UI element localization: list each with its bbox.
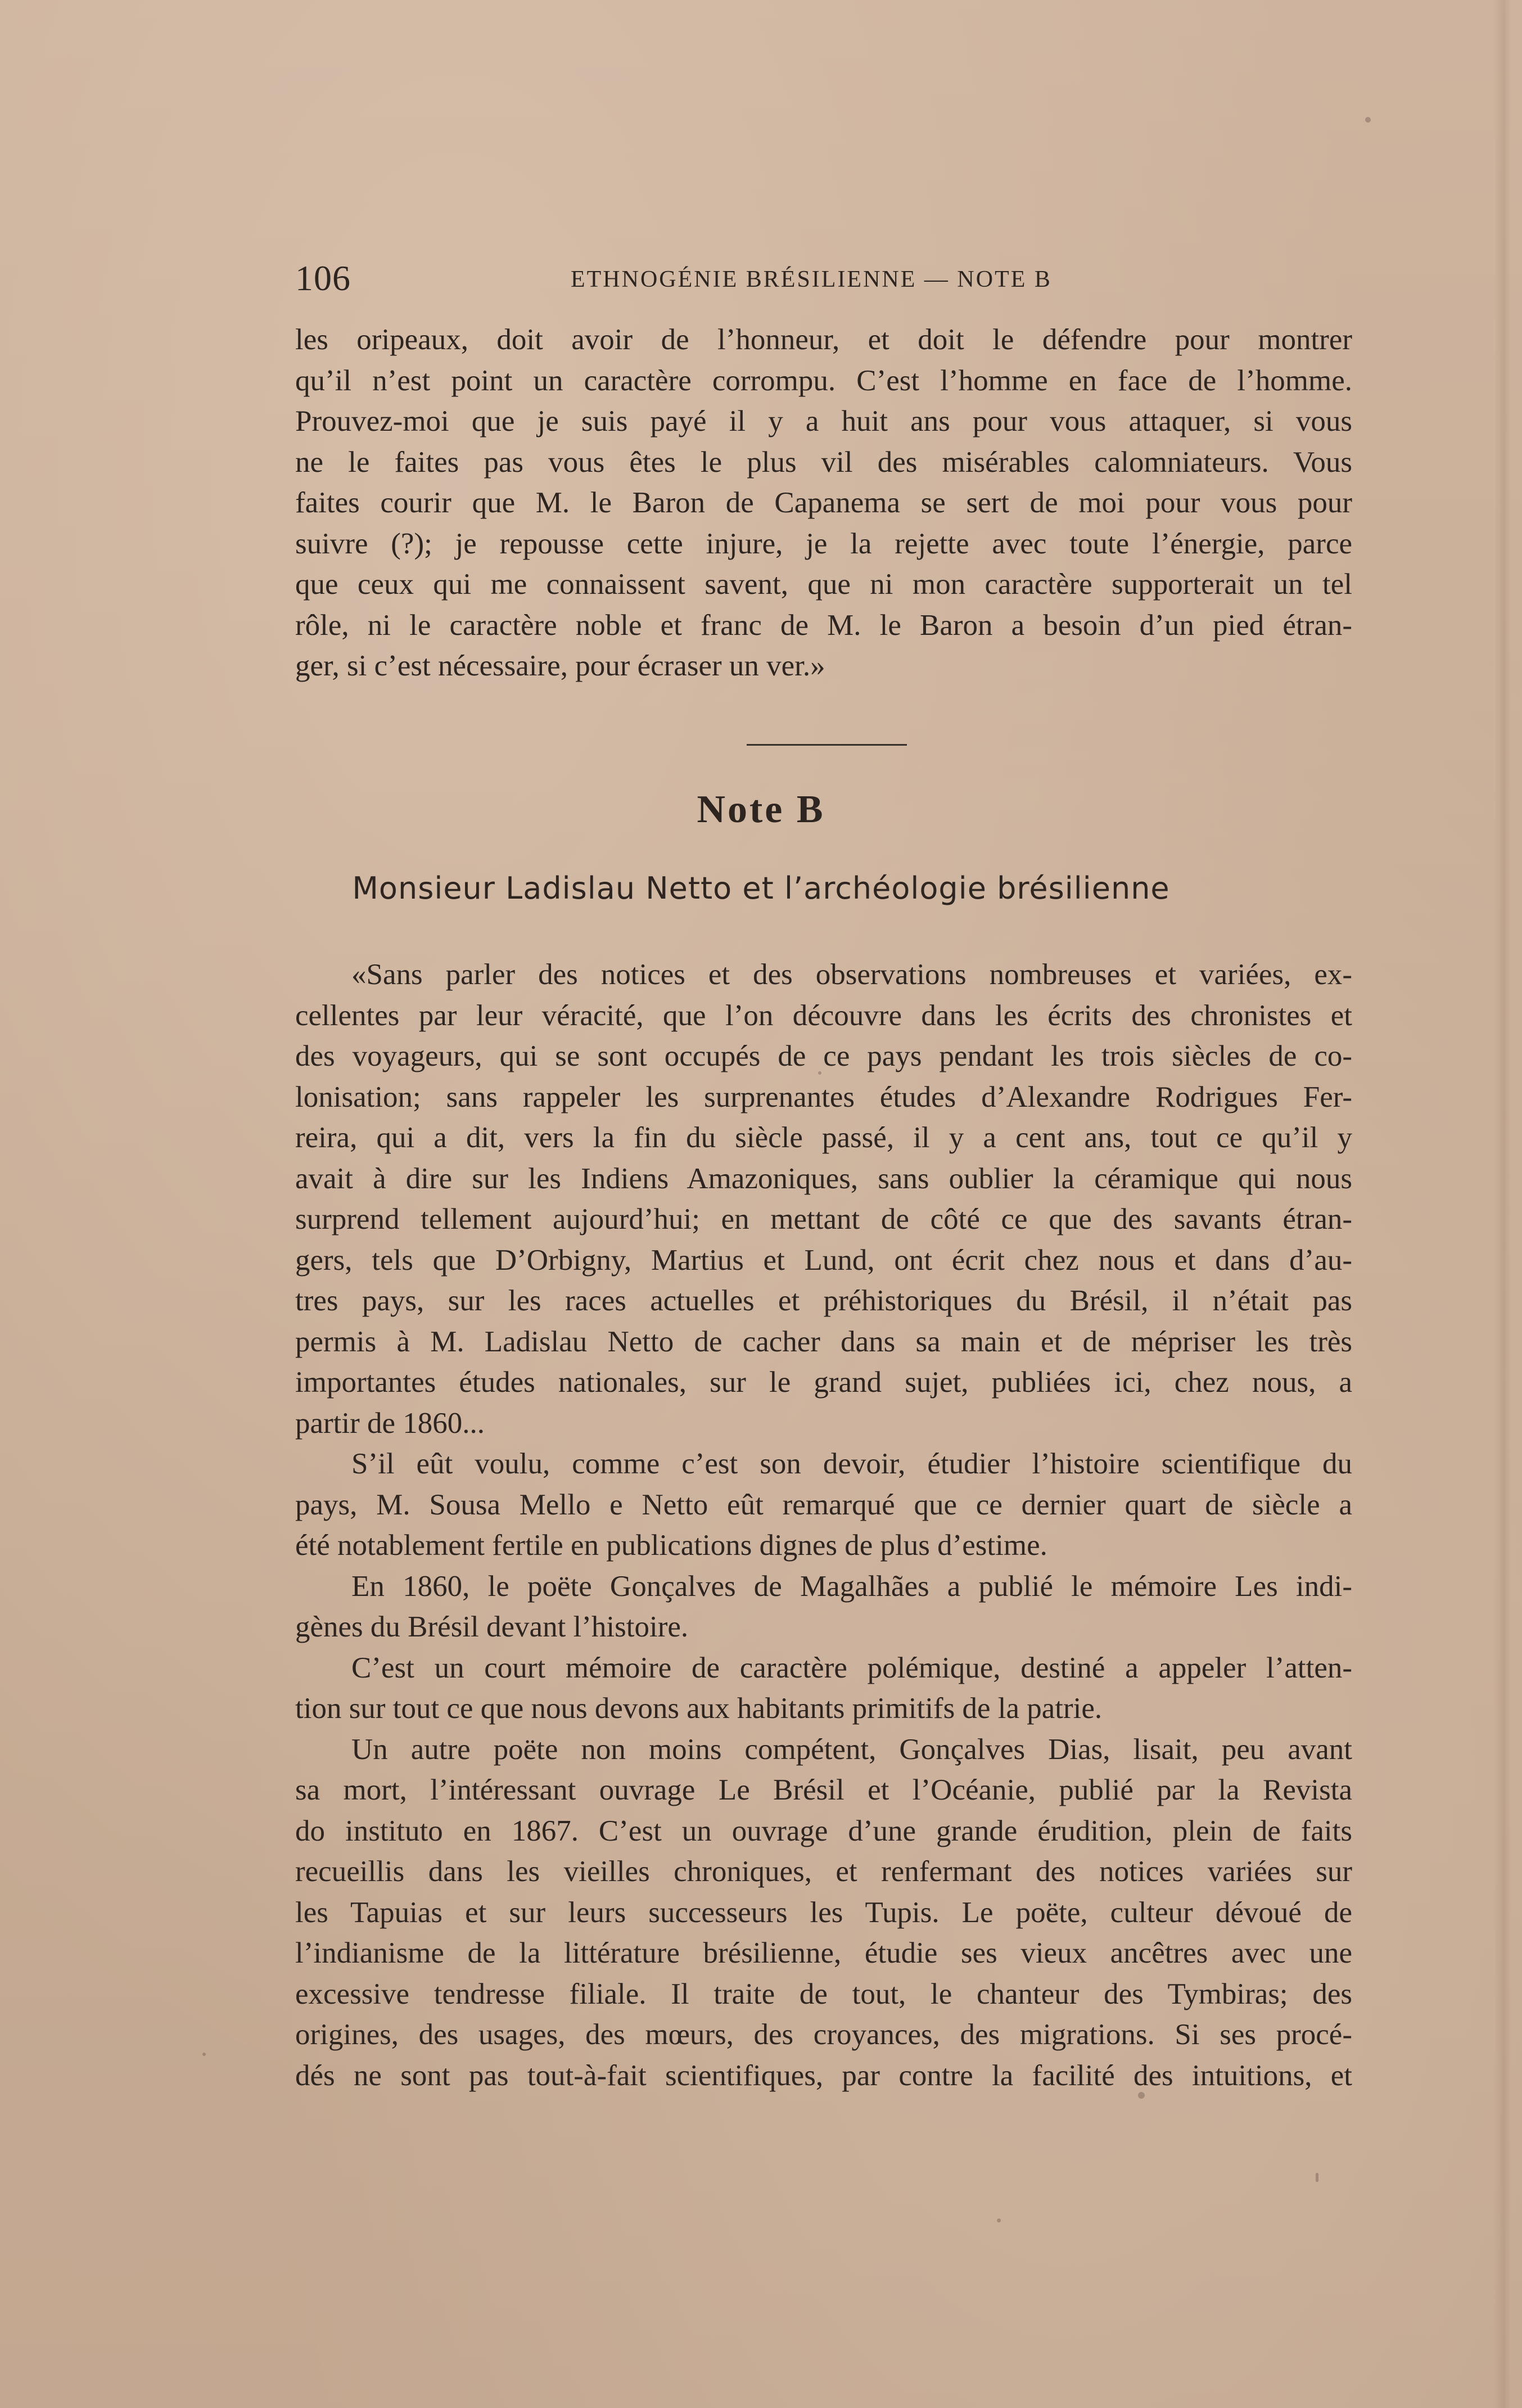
text-line: lonisation; sans rappeler les surprenantes études d’Alexandre Rodrigues Fer- [295,1080,1352,1113]
running-head: ETHNOGÉNIE BRÉSILIENNE — NOTE B [571,267,1052,292]
text-line: dés ne sont pas tout-à-fait scientifiques, par contre la facilité des intuitions, et [295,2059,1352,2092]
text-line: S’il eût voulu, comme c’est son devoir, étudier l’histoire scientifique du [351,1447,1352,1480]
text-line: reira, qui a dit, vers la fin du siècle passé, il y a cent ans, tout ce qu’il y [295,1121,1352,1154]
text-line: qu’il n’est point un caractère corrompu. C’est l’homme en face de l’homme. [295,364,1352,397]
note-body [295,954,1352,2096]
text-line: faites courir que M. le Baron de Capanema se sert de moi pour vous pour [295,486,1352,519]
note-heading: Note B [697,788,825,831]
text-line: Un autre poëte non moins compétent, Gonçalves Dias, lisait, peu avant [351,1733,1352,1766]
text-line: des voyageurs, qui se sont occupés de ce pays pendant les trois siècles de co- [295,1040,1352,1072]
text-line: sa mort, l’intéressant ouvrage Le Brésil et l’Océanie, publié par la Revista [295,1774,1352,1806]
text-line: ger, si c’est nécessaire, pour écraser un ver.» [295,650,825,682]
page-number: 106 [295,258,351,298]
text-line: permis à M. Ladislau Netto de cacher dans sa main et de mépriser les très [295,1325,1352,1358]
section-divider [747,744,907,746]
text-line: C’est un court mémoire de caractère polémique, destiné a appeler l’atten- [351,1651,1352,1684]
text-line: que ceux qui me connaissent savent, que ni mon caractère supporterait un tel [295,568,1352,601]
note-subheading: Monsieur Ladislau Netto et l’archéologie brésilienne [352,871,1170,906]
text-line: pays, M. Sousa Mello e Netto eût remarqué que ce dernier quart de siècle a [295,1488,1352,1521]
text-line: «Sans parler des notices et des observations nombreuses et variées, ex- [351,958,1352,991]
text-line: ne le faites pas vous êtes le plus vil des misérables calomniateurs. Vous [295,445,1352,479]
text-line: En 1860, le poëte Gonçalves de Magalhães a publié le mémoire Les indi- [351,1570,1352,1603]
text-line: gènes du Brésil devant l’histoire. [295,1611,689,1643]
text-line: rôle, ni le caractère noble et franc de M. le Baron a besoin d’un pied étran- [295,608,1352,642]
page-header [295,256,1352,301]
text-line: gers, tels que D’Orbigny, Martius et Lund, ont écrit chez nous et dans d’au- [295,1243,1352,1277]
text-line: Prouvez-moi que je suis payé il y a huit ans pour vous attaquer, si vous [295,405,1352,438]
page-fold-shadow [1494,0,1511,2408]
text-line: avait à dire sur les Indiens Amazoniques, sans oublier la céramique qui nous [295,1162,1352,1195]
text-line: les oripeaux, doit avoir de l’honneur, et doit le défendre pour montrer [295,323,1352,356]
text-line: excessive tendresse filiale. Il traite de tout, le chanteur des Tymbiras; des [295,1977,1352,2010]
text-line: cellentes par leur véracité, que l’on découvre dans les écrits des chronistes et [295,999,1352,1032]
text-line: origines, des usages, des mœurs, des croyances, des migrations. Si ses procé- [295,2018,1352,2051]
text-line: importantes études nationales, sur le grand sujet, publiées ici, chez nous, a [295,1366,1352,1399]
text-line: tres pays, sur les races actuelles et préhistoriques du Brésil, il n’était pas [295,1284,1352,1317]
text-line: partir de 1860... [295,1406,485,1440]
text-line: l’indianisme de la littérature brésilienne, étudie ses vieux ancêtres avec une [295,1937,1352,1969]
text-line: recueillis dans les vieilles chroniques, et renfermant des notices variées sur [295,1855,1352,1888]
text-line: tion sur tout ce que nous devons aux habitants primitifs de la patrie. [295,1692,1103,1725]
text-line: été notablement fertile en publications dignes de plus d’estime. [295,1529,1047,1562]
text-line: suivre (?); je repousse cette injure, je la rejette avec toute l’énergie, parce [295,527,1352,560]
text-line: do instituto en 1867. C’est un ouvrage d’une grande érudition, plein de faits [295,1814,1352,1847]
text-line: surprend tellement aujourd’hui; en mettant de côté ce que des savants étran- [295,1203,1352,1235]
text-line: les Tapuias et sur leurs successeurs les Tupis. Le poëte, culteur dévoué de [295,1896,1352,1929]
intro-paragraph [295,319,1352,687]
